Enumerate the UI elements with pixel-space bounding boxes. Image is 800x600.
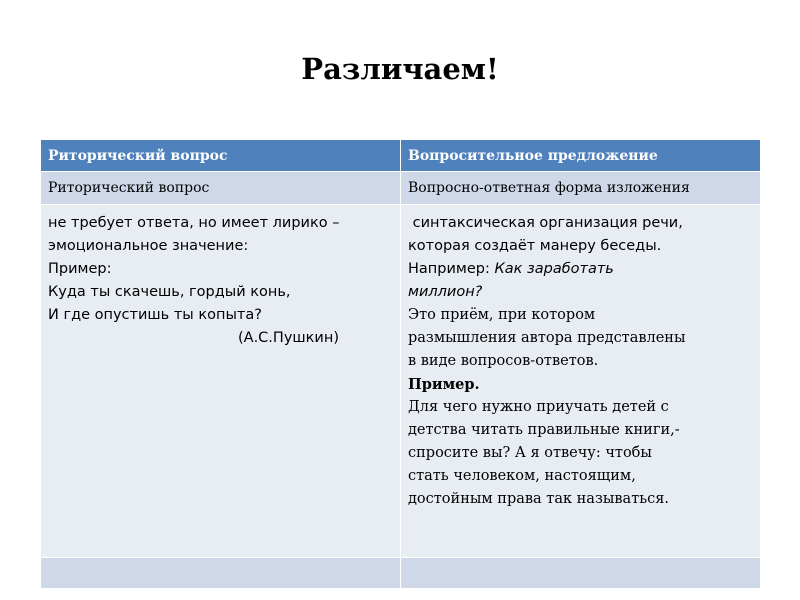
table-header-row bbox=[41, 140, 761, 172]
table-row-empty bbox=[41, 558, 761, 589]
header-interrogative-sentence: Вопросительное предложение bbox=[401, 140, 761, 172]
example-question: Как заработать bbox=[494, 261, 614, 277]
cell-rhetorical-label: Риторический вопрос bbox=[41, 172, 401, 205]
text-line: эмоциональное значение: bbox=[48, 238, 249, 254]
slide-title: Различаем! bbox=[301, 52, 499, 86]
cell-question-description bbox=[401, 205, 761, 558]
quote-line: Для чего нужно приучать детей с bbox=[408, 399, 669, 415]
cell-rhetorical-description bbox=[41, 205, 401, 558]
quote-line: детства читать правильные книги,- bbox=[408, 422, 680, 438]
table-row bbox=[41, 172, 761, 205]
example-prefix: Например: bbox=[408, 261, 495, 277]
example-line bbox=[408, 258, 754, 281]
table-row bbox=[41, 205, 761, 558]
poem-line: И где опустишь ты копыта? bbox=[48, 307, 262, 323]
text-line: которая создаёт манеру беседы. bbox=[408, 238, 662, 254]
header-rhetorical-question: Риторический вопрос bbox=[41, 140, 401, 172]
poem-author: (А.С.Пушкин) bbox=[238, 330, 339, 346]
empty-cell bbox=[401, 558, 761, 589]
text-line: Пример: bbox=[48, 261, 112, 277]
quote-line: стать человеком, настоящим, bbox=[408, 468, 636, 484]
poem-line: Куда ты скачешь, гордый конь, bbox=[48, 284, 291, 300]
quote-line: достойным права так называться. bbox=[408, 491, 669, 507]
text-line: Это приём, при котором bbox=[408, 307, 596, 323]
text-line: размышления автора представлены bbox=[408, 330, 686, 346]
quote-line: спросите вы? А я отвечу: чтобы bbox=[408, 445, 652, 461]
empty-cell bbox=[41, 558, 401, 589]
text-line: не требует ответа, но имеет лирико – bbox=[48, 215, 340, 231]
example-label: Пример. bbox=[408, 376, 480, 393]
cell-question-answer-form: Вопросно-ответная форма изложения bbox=[401, 172, 761, 205]
example-question: миллион? bbox=[408, 284, 483, 300]
text-line: в виде вопросов-ответов. bbox=[408, 353, 599, 369]
text-line: синтаксическая организация речи, bbox=[408, 215, 683, 231]
comparison-table bbox=[40, 139, 761, 589]
